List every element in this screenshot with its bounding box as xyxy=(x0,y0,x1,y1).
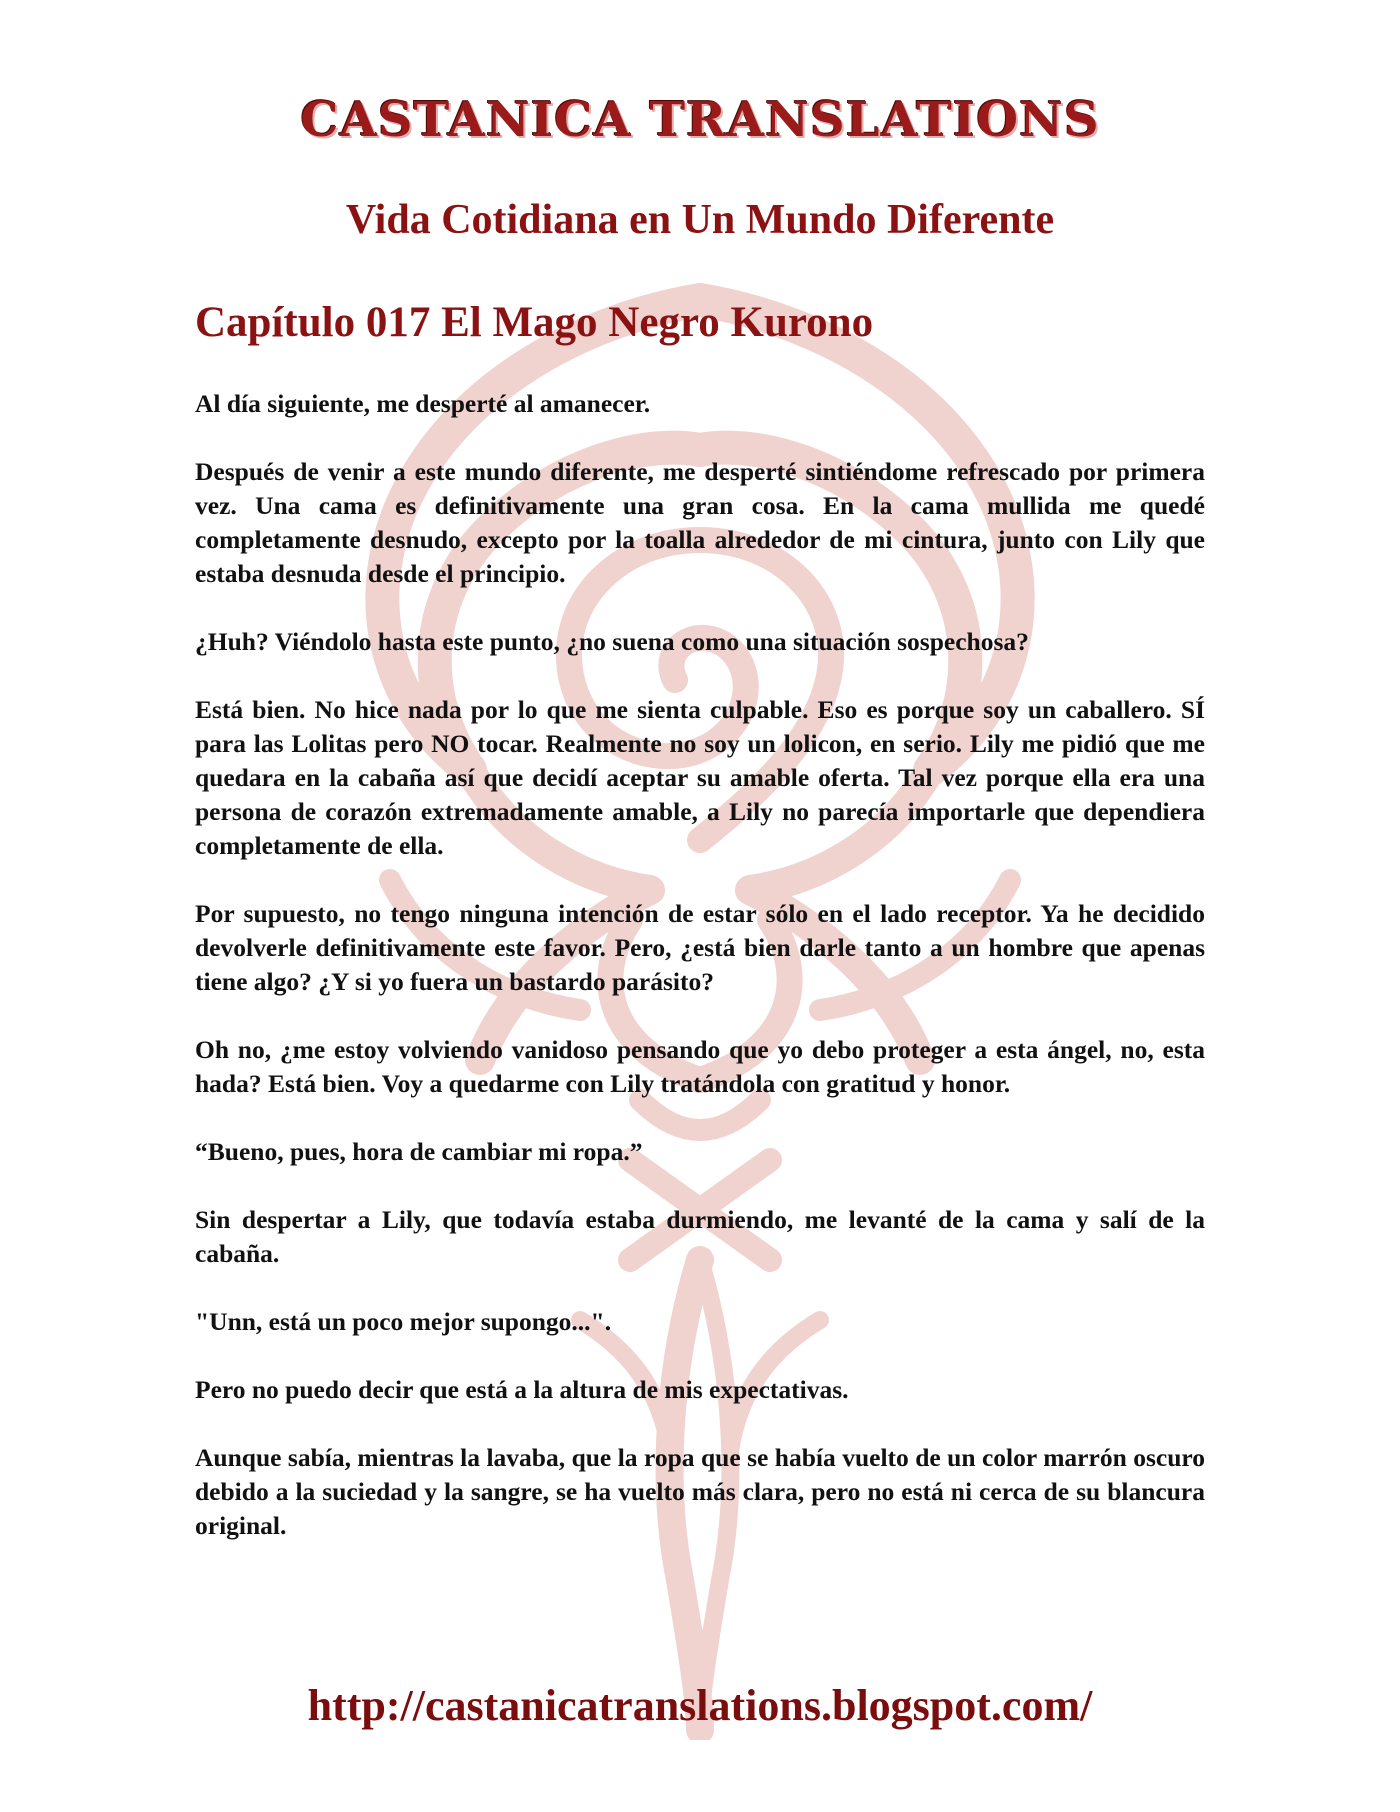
paragraph: Sin despertar a Lily, que todavía estaba durmiendo, me levanté de la cama y salí de la cabaña. xyxy=(195,1205,1205,1268)
paragraph: “Bueno, pues, hora de cambiar mi ropa.” xyxy=(195,1137,643,1166)
footer-url-link[interactable]: http://castanicatranslations.blogspot.com/ xyxy=(307,1681,1093,1730)
paragraph: Por supuesto, no tengo ninguna intención de estar sólo en el lado receptor. Ya he decidido devolverle definitivamente este favor. Pero, ¿está bien darle tanto a un hombre que apenas tiene algo? ¿Y si yo fuera un bastardo parásito? xyxy=(195,899,1205,996)
paragraph: Aunque sabía, mientras la lavaba, que la ropa que se había vuelto de un color marrón oscuro debido a la suciedad y la sangre, se ha vuelto más clara, pero no está ni cerca de su blancura original. xyxy=(195,1443,1205,1540)
paragraph: Al día siguiente, me desperté al amanecer. xyxy=(195,389,651,418)
paragraph: Después de venir a este mundo diferente, me desperté sintiéndome refrescado por primera vez. Una cama es definitivamente una gran cosa. En la cama mullida me quedé completamente desnudo, excepto por la toalla alrededor de mi cintura, junto con Lily que estaba desnuda desde el principio. xyxy=(195,457,1205,588)
chapter-body xyxy=(195,387,1205,1577)
paragraph: Está bien. No hice nada por lo que me sienta culpable. Eso es porque soy un caballero. SÍ para las Lolitas pero NO tocar. Realmente no soy un lolicon, en serio. Lily me pidió que me quedara en la cabaña así que decidí aceptar su amable oferta. Tal vez porque ella era una persona de corazón extremadamente amable, a Lily no parecía importarle que dependiera completamente de ella. xyxy=(195,695,1205,860)
paragraph: "Unn, está un poco mejor supongo...". xyxy=(195,1307,612,1336)
chapter-title: Capítulo 017 El Mago Negro Kurono xyxy=(195,299,874,346)
paragraph: Pero no puedo decir que está a la altura de mis expectativas. xyxy=(195,1375,849,1404)
brand-title: CASTANICA TRANSLATIONS xyxy=(300,92,1100,148)
paragraph: ¿Huh? Viéndolo hasta este punto, ¿no suena como una situación sospechosa? xyxy=(195,627,1029,656)
novel-title: Vida Cotidiana en Un Mundo Diferente xyxy=(345,197,1055,243)
paragraph: Oh no, ¿me estoy volviendo vanidoso pensando que yo debo proteger a esta ángel, no, esta hada? Está bien. Voy a quedarme con Lily tratándola con gratitud y honor. xyxy=(195,1035,1205,1098)
